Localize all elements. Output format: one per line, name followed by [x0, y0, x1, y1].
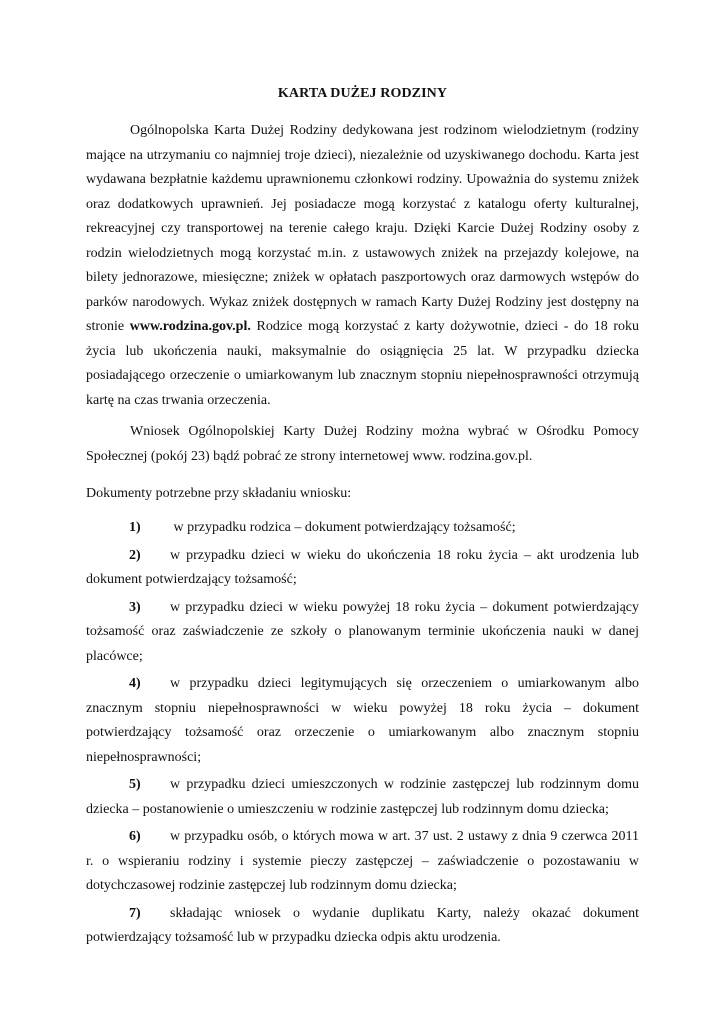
list-item-text: w przypadku rodzica – dokument potwierdzający tożsamość; [170, 520, 516, 535]
list-item-text: w przypadku osób, o których mowa w art. 37 ust. 2 ustawy z dnia 9 czerwca 2011 r. o wspieraniu rodziny i systemie pieczy zastępczej – zaświadczenie o pozostawaniu w dotychczasowej rodzinie zastępczej lub rodzinnym domu dziecka; [86, 829, 639, 893]
intro-paragraph [86, 119, 639, 413]
list-item-text: w przypadku dzieci umieszczonych w rodzinie zastępczej lub rodzinnym domu dziecka – postanowienie o umieszczeniu w rodzinie zastępczej lub rodzinnym domu dziecka; [86, 777, 639, 817]
list-item-text: w przypadku dzieci legitymujących się orzeczeniem o umiarkowanym albo znacznym stopniu niepełnosprawności w wieku powyżej 18 roku życia – dokument potwierdzający tożsamość oraz orzeczenie o umiarkowanym albo znacznym stopniu niepełnosprawności; [86, 676, 639, 765]
list-item-text: składając wniosek o wydanie duplikatu Karty, należy okazać dokument potwierdzający tożsamość lub w przypadku dziecka odpis aktu urodzenia. [86, 905, 639, 945]
documents-list [86, 516, 639, 954]
list-item [86, 544, 639, 593]
list-item [86, 516, 639, 541]
website-link[interactable]: www.rodzina.gov.pl. [129, 319, 251, 334]
list-item-number: 5) [129, 777, 141, 792]
list-item-number: 3) [129, 599, 141, 615]
application-paragraph: Wniosek Ogólnopolskiej Karty Dużej Rodziny można wybrać w Ośrodku Pomocy Społecznej (pokój 23) bądź pobrać ze strony internetowej www. rodzina.gov.pl. [86, 424, 639, 464]
list-item-number: 4) [129, 676, 141, 691]
list-item [86, 902, 639, 951]
documents-heading: Dokumenty potrzebne przy składaniu wniosku: [86, 486, 352, 501]
list-item [86, 596, 639, 670]
intro-text-part1: Ogólnopolska Karta Dużej Rodziny dedykowana jest rodzinom wielodzietnym (rodziny mające na utrzymaniu co najmniej troje dzieci), niezależnie od uzyskiwanego dochodu. Karta jest wydawana bezpłatnie każdemu uprawnionemu członkowi rodziny. Upoważnia do systemu zniżek oraz dodatkowych uprawnień. Jej posiadacze mogą korzystać z katalogu oferty kulturalnej, rekreacyjnej czy transportowej na terenie całego kraju. Dzięki Karcie Dużej Rodziny osoby z rodzin wielodzietnych mogą korzystać m.in. z ustawowych zniżek na przejazdy kolejowe, na bilety jednorazowe, miesięczne; zniżek w opłatach paszportowych oraz darmowych wstępów do parków narodowych. Wykaz zniżek dostępnych w ramach Karty Dużej Rodziny jest dostępny na stronie [86, 123, 639, 334]
list-item [86, 672, 639, 770]
list-item-number: 7) [129, 905, 141, 921]
list-item-text: w przypadku dzieci w wieku do ukończenia 18 roku życia – akt urodzenia lub dokument potwierdzający tożsamość; [86, 547, 639, 587]
list-item [86, 773, 639, 822]
list-item-text: w przypadku dzieci w wieku powyżej 18 roku życia – dokument potwierdzający tożsamość oraz zaświadczenie ze szkoły o planowanym terminie ukończenia nauki w danej placówce; [86, 599, 639, 664]
list-item-number: 6) [129, 829, 141, 844]
page-title: KARTA DUŻEJ RODZINY [277, 86, 448, 101]
intro-text-part2: Rodzice mogą korzystać z karty dożywotnie, dzieci - do 18 roku życia lub ukończenia nauki, maksymalnie do osiągnięcia 25 lat. W przypadku dziecka posiadającego orzeczenie o umiarkowanym lub znacznym stopniu niepełnosprawności otrzymują kartę na czas trwania orzeczenia. [86, 319, 640, 408]
list-item [86, 825, 639, 899]
list-item-number: 2) [129, 547, 141, 563]
list-item-number: 1) [129, 520, 141, 535]
